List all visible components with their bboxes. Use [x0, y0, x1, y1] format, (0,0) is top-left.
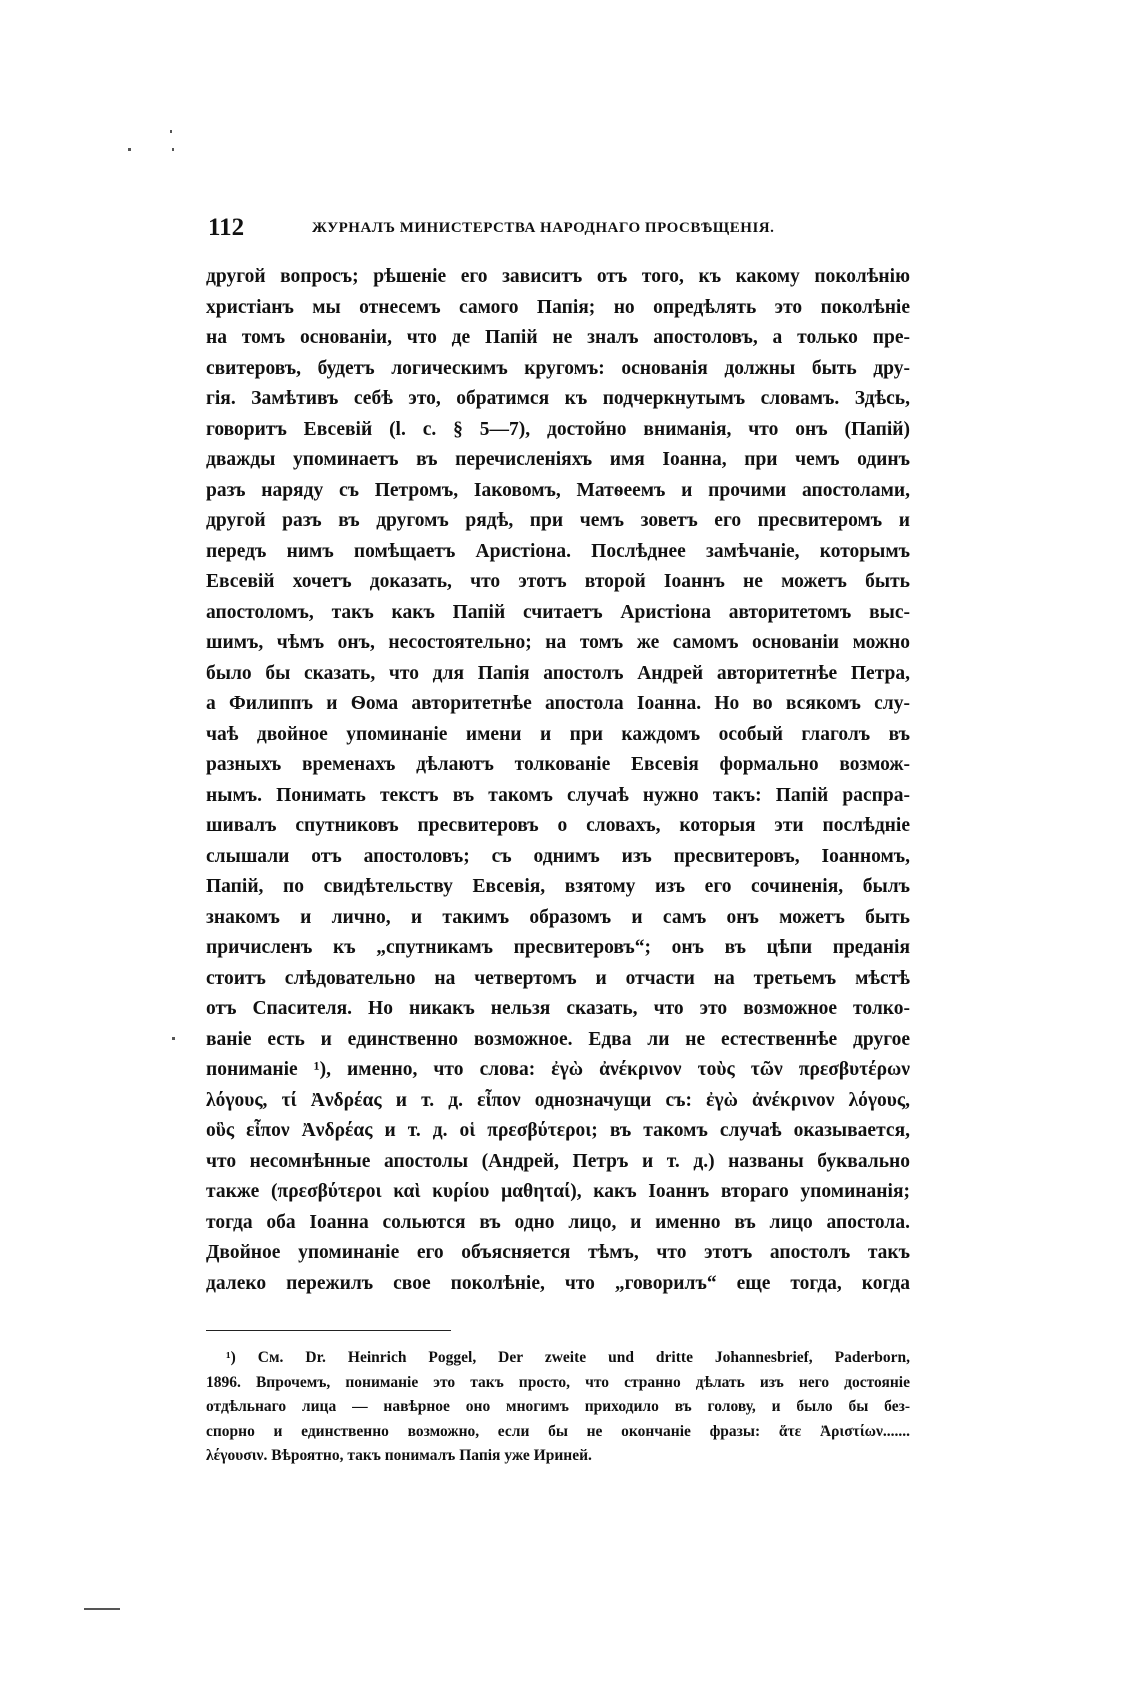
body-line: христіанъ мы отнесемъ самого Папія; но опредѣлять это поколѣніе — [206, 296, 910, 318]
footnote-line: λέγουσιν. Вѣроятно, такъ понималъ Папія уже Ириней. — [206, 1447, 592, 1464]
scan-dash — [84, 1608, 120, 1610]
body-line: стоитъ слѣдовательно на четвертомъ и отчасти на третьемъ мѣстѣ — [206, 967, 910, 989]
footnote-divider — [206, 1330, 451, 1331]
footnote-line: спорно и единственно возможно, если бы не окончаніе фразы: ἅτε Ἀριστίων....... — [206, 1422, 910, 1440]
body-line: свитеровъ, будетъ логическимъ кругомъ: основанія должны быть дру- — [206, 357, 910, 379]
footnote-line: ¹) См. Dr. Heinrich Poggel, Der zweite und dritte Johannesbrief, Paderborn, — [226, 1349, 910, 1366]
scan-dot — [172, 1037, 175, 1040]
body-line: тогда оба Іоанна сольются въ одно лицо, и именно въ лицо апостола. — [206, 1211, 910, 1233]
body-line: причисленъ къ „спутникамъ пресвитеровъ“; онъ въ цѣпи преданія — [206, 937, 910, 958]
body-line: что несомнѣнные апостолы (Андрей, Петръ и т. д.) названы буквально — [206, 1150, 910, 1172]
body-line: передъ нимъ помѣщаетъ Аристіона. Послѣднее замѣчаніе, которымъ — [206, 540, 910, 562]
body-line: было бы сказать, что для Папія апостолъ Андрей авторитетнѣе Петра, — [206, 662, 910, 684]
body-line: пониманіе ¹), именно, что слова: ἐγὼ ἀνέκρινον τοὺς τῶν πρεσβυτέρων — [206, 1059, 910, 1080]
scan-dot — [170, 130, 172, 133]
body-line: шимъ, чѣмъ онъ, несостоятельно; на томъ же самомъ основаніи можно — [206, 632, 910, 653]
running-head: ЖУРНАЛЪ МИНИСТЕРСТВА НАРОДНАГО ПРОСВѢЩЕНІЯ. — [312, 220, 775, 236]
body-line: также (πρεσβύτεροι καὶ κυρίου μαθηταί), какъ Іоаннъ втораго упоминанія; — [206, 1181, 910, 1202]
body-line: слышали отъ апостоловъ; съ однимъ изъ пресвитеровъ, Іоанномъ, — [206, 845, 910, 867]
page-number: 112 — [208, 214, 245, 241]
body-line: чаѣ двойное упоминаніе имени и при каждомъ особый глаголъ въ — [206, 723, 910, 745]
body-line: дважды упоминаетъ въ перечисленіяхъ имя Іоанна, при чемъ одинъ — [206, 449, 910, 470]
body-line: отъ Спасителя. Но никакъ нельзя сказать, что это возможное толко- — [206, 998, 910, 1019]
body-line: шивалъ спутниковъ пресвитеровъ о словахъ, которыя эти послѣдніе — [206, 815, 910, 836]
body-line: Папій, по свидѣтельству Евсевія, взятому изъ его сочиненія, былъ — [206, 876, 910, 897]
body-line: Двойное упоминаніе его объясняется тѣмъ, что этотъ апостолъ такъ — [206, 1242, 910, 1263]
scan-dot — [128, 148, 131, 151]
footnote-line: 1896. Впрочемъ, пониманіе это такъ просто, что странно дѣлать изъ него достояніе — [206, 1373, 910, 1391]
body-line: другой вопросъ; рѣшеніе его зависитъ отъ того, къ какому поколѣнію — [206, 266, 910, 287]
body-line: нымъ. Понимать текстъ въ такомъ случаѣ нужно такъ: Папій распра- — [206, 784, 910, 806]
body-line: апостоломъ, такъ какъ Папій считаетъ Аристіона авторитетомъ выс- — [206, 601, 910, 623]
body-line: разныхъ временахъ дѣлаютъ толкованіе Евсевія формально возмож- — [206, 754, 910, 775]
body-line: другой разъ въ другомъ рядѣ, при чемъ зоветъ его пресвитеромъ и — [206, 510, 910, 531]
body-line: знакомъ и лично, и такимъ образомъ и самъ онъ можетъ быть — [206, 906, 910, 928]
body-line: далеко пережилъ свое поколѣніе, что „говорилъ“ еще тогда, когда — [206, 1272, 910, 1294]
scan-dot — [172, 148, 174, 151]
body-line: ваніе есть и единственно возможное. Едва ли не естественнѣе другое — [206, 1028, 910, 1050]
footnote-line: отдѣльнаго лица — навѣрное оно многимъ приходило въ голову, и было бы без- — [206, 1398, 910, 1415]
body-line: говоритъ Евсевій (l. c. § 5—7), достойно вниманія, что онъ (Папій) — [206, 418, 910, 440]
body-line: разъ наряду съ Петромъ, Іаковомъ, Матѳеемъ и прочими апостолами, — [206, 479, 910, 501]
body-line: λόγους, τί Ἀνδρέας и т. д. εἶπον однозначущи съ: ἐγὼ ἀνέκρινον λόγους, — [206, 1089, 910, 1111]
body-line: а Филиппъ и Ѳома авторитетнѣе апостола Іоанна. Но во всякомъ слу- — [206, 693, 910, 714]
body-line: Евсевій хочетъ доказать, что этотъ второй Іоаннъ не можетъ быть — [206, 571, 910, 592]
page-header — [208, 214, 908, 248]
body-line: гія. Замѣтивъ себѣ это, обратимся къ подчеркнутымъ словамъ. Здѣсь, — [206, 388, 910, 409]
body-line: οὓς εἶπον Ἀνδρέας и т. д. οἱ πρεσβύτεροι; въ такомъ случаѣ оказывается, — [206, 1120, 910, 1141]
body-line: на томъ основаніи, что де Папій не зналъ апостоловъ, а только пре- — [206, 327, 910, 348]
